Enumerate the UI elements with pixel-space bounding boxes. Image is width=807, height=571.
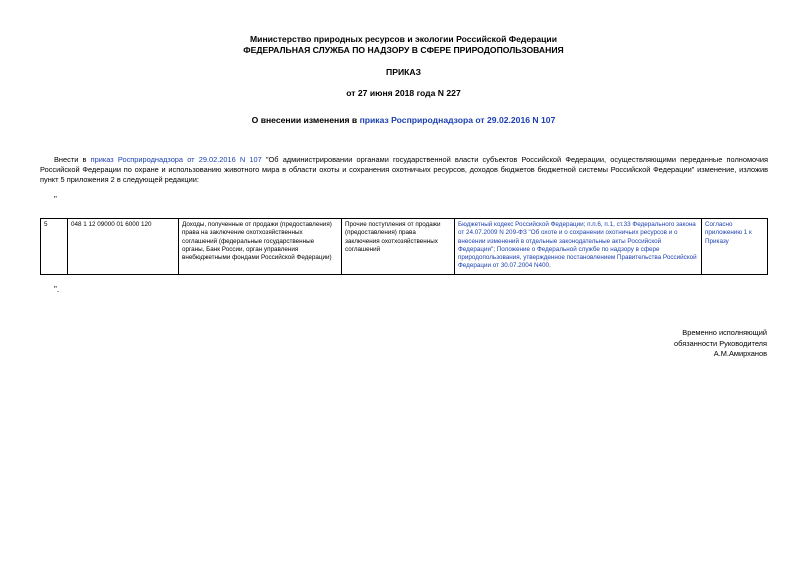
- quote-open: ": [54, 195, 57, 204]
- legal-basis-link[interactable]: Бюджетный кодекс Российской Федерации; п.п.6, п.1, ст.33 Федерального закона от 24.07.2009 N 209-ФЗ "Об охоте и о сохранении охотничьих ресурсов и о внесении изменений в отдельные законодательные акты Российской Федерации"; Положение о Федеральной службе по надзору в сфере природопользования, утвержденное постановлением Правительства Российской Федерации от 30.07.2004 N400.: [455, 219, 702, 275]
- document-title: [0, 115, 807, 126]
- budget-code: 048 1 12 09000 01 6000 120: [68, 219, 179, 275]
- income-description: Доходы, полученные от продажи (предоставления) права на заключение охотхозяйственных соглашений (федеральные государственные органы, Банк России, орган управления внебюджетными фондами Российской Федерации): [179, 219, 342, 275]
- row-number: 5: [41, 219, 68, 275]
- signature-block: [674, 328, 767, 360]
- signature-position: обязанности Руководителя: [674, 338, 767, 348]
- ministry-name: Министерство природных ресурсов и экологии Российской Федерации: [250, 34, 557, 44]
- income-table: [40, 218, 768, 275]
- note-link[interactable]: Согласно приложению 1 к Приказу: [702, 219, 768, 275]
- service-name: ФЕДЕРАЛЬНАЯ СЛУЖБА ПО НАДЗОРУ В СФЕРЕ ПРИРОДОПОЛЬЗОВАНИЯ: [243, 45, 564, 55]
- body-text: "Об администрировании органами государственной власти субъектов Российской Федерации, осуществляющими переданные полномочия Российской Федерации по охране и использованию животного мира в области охоты и сохранения охотничьих ресурсов, доходов бюджетов бюджетной системы Российской Федерации" изменение, изложив пункт 5 приложения 2 в следующей редакции:: [40, 155, 768, 185]
- body-intro: Внести в: [54, 155, 91, 164]
- title-prefix: О внесении изменения в: [251, 115, 360, 125]
- body-paragraph: [40, 155, 768, 186]
- table-row: [41, 219, 768, 275]
- title-link[interactable]: приказ Росприроднадзора от 29.02.2016 N 107: [359, 115, 556, 125]
- body-link[interactable]: приказ Росприроднадзора от 29.02.2016 N 107: [90, 155, 262, 164]
- document-type: ПРИКАЗ: [386, 67, 421, 77]
- signature-title: Временно исполняющий: [682, 328, 767, 337]
- quote-close: ".: [54, 285, 60, 294]
- signature-name: А.М.Амирханов: [713, 349, 767, 358]
- document-date-number: от 27 июня 2018 года N 227: [346, 88, 461, 98]
- other-receipts: Прочие поступления от продажи (предоставления) права заключения охотхозяйственных соглашений: [342, 219, 455, 275]
